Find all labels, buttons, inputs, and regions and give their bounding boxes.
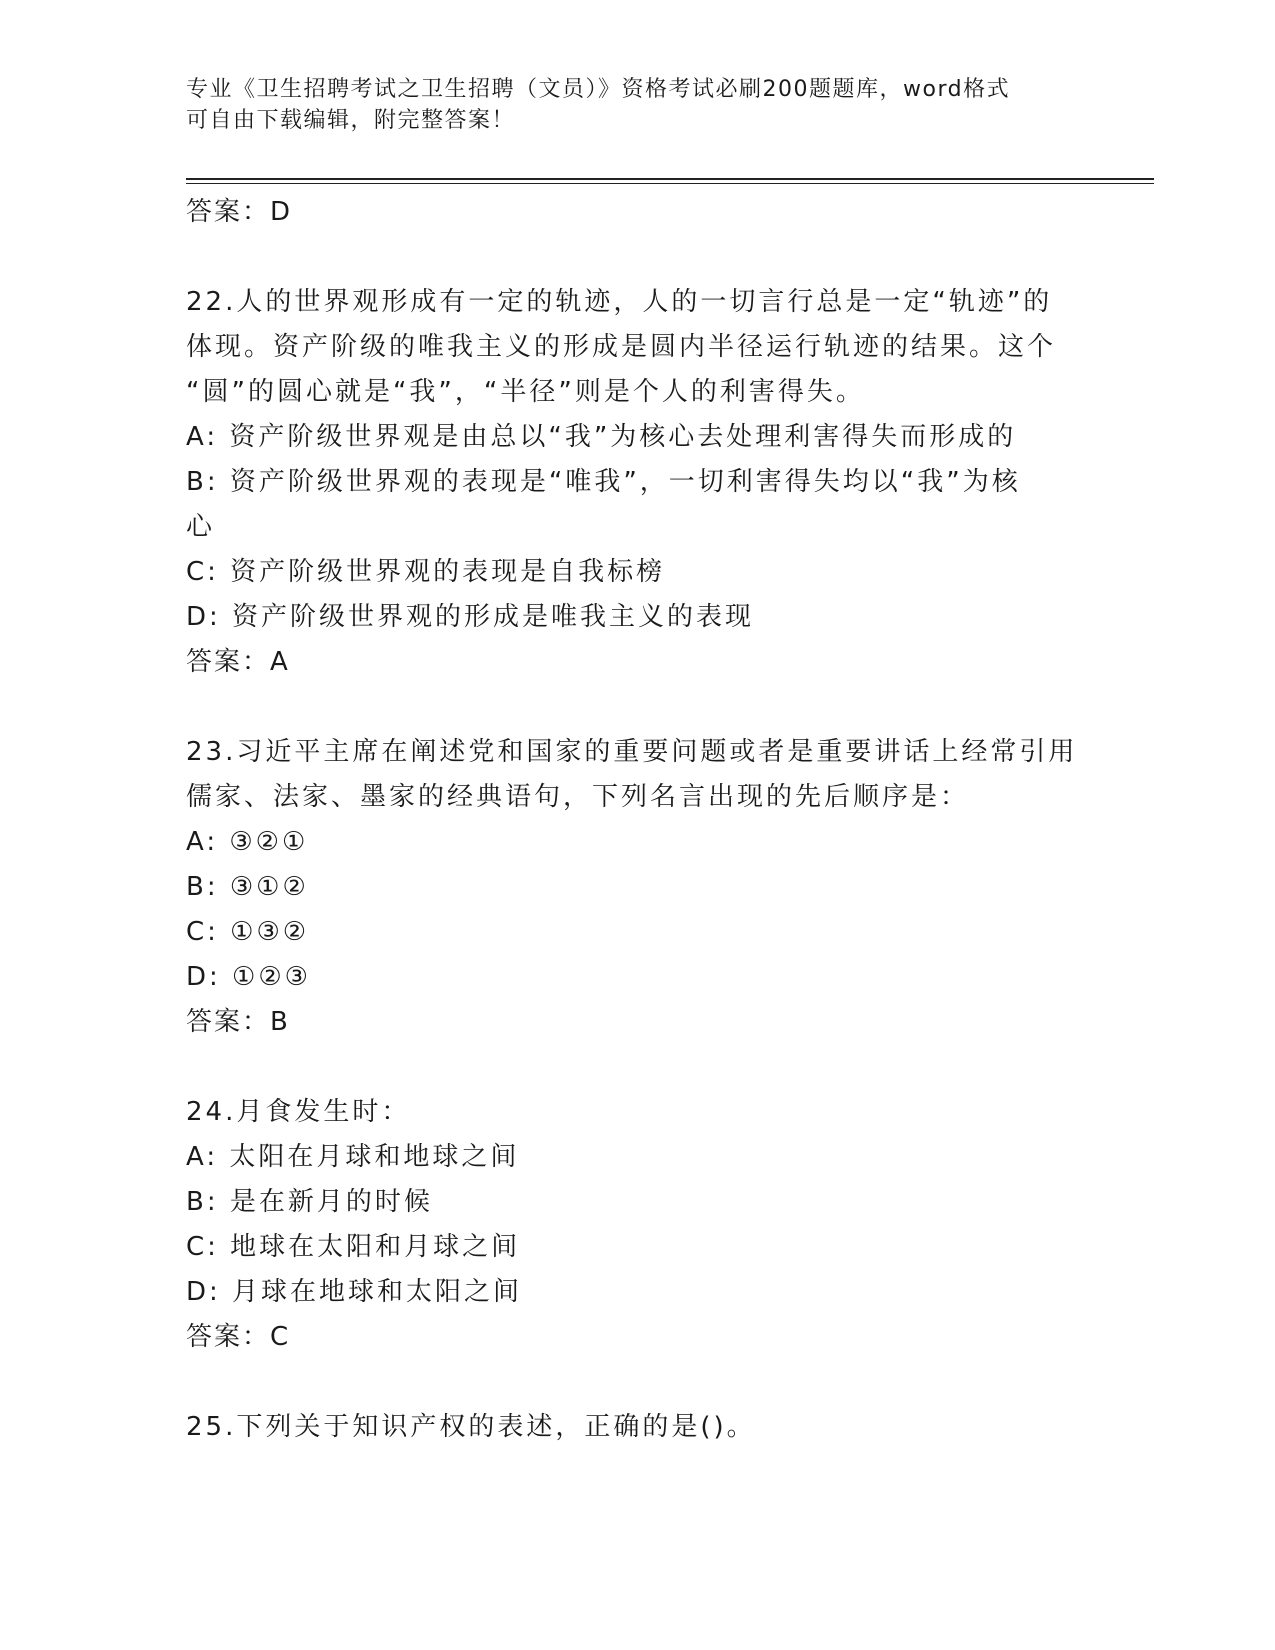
question-stem-line: 25.下列关于知识产权的表述，正确的是()。 [186,1412,756,1442]
header-line-2: 可自由下载编辑，附完整答案！ [186,108,516,133]
option-c: C: 地球在太阳和月球之间 [186,1232,521,1262]
option-b: B: 是在新月的时候 [186,1187,433,1217]
option-c: C: 资产阶级世界观的表现是自我标榜 [186,557,666,587]
answer: 答案：A [186,647,290,677]
document-body [186,190,1086,1450]
question-stem-line: 23.习近平主席在阐述党和国家的重要问题或者是重要讲话上经常引用 [186,737,1078,767]
question-23 [186,730,1086,1045]
question-stem-line: 体现。资产阶级的唯我主义的形成是圆内半径运行轨迹的结果。这个 [186,332,1057,362]
question-stem-line: “圆”的圆心就是“我”，“半径”则是个人的利害得失。 [186,377,865,407]
option-d: D: 月球在地球和太阳之间 [186,1277,523,1307]
option-d: D: 资产阶级世界观的形成是唯我主义的表现 [186,602,755,632]
option-b-continued: 心 [186,512,216,542]
option-d: D: ①②③ [186,962,311,992]
header-divider-thick [186,178,1154,180]
page-header [186,74,1086,136]
option-b: B: ③①② [186,872,309,902]
spacer [186,1045,1086,1090]
question-stem-line: 22.人的世界观形成有一定的轨迹，人的一切言行总是一定“轨迹”的 [186,287,1053,317]
question-24 [186,1090,1086,1360]
header-line-1: 专业《卫生招聘考试之卫生招聘（文员）》资格考试必刷200题题库，word格式 [186,77,1011,102]
question-stem-line: 儒家、法家、墨家的经典语句，下列名言出现的先后顺序是： [186,782,970,812]
answer: 答案：B [186,1007,290,1037]
option-a: A: 资产阶级世界观是由总以“我”为核心去处理利害得失而形成的 [186,422,1017,452]
option-a: A: 太阳在月球和地球之间 [186,1142,520,1172]
spacer [186,1360,1086,1405]
question-25 [186,1405,1086,1450]
previous-answer: 答案：D [186,197,293,227]
header-divider-thin [186,183,1154,184]
option-b: B: 资产阶级世界观的表现是“唯我”，一切利害得失均以“我”为核 [186,467,1021,497]
spacer [186,235,1086,280]
answer: 答案：C [186,1322,291,1352]
option-a: A: ③②① [186,827,309,857]
question-22 [186,280,1086,685]
option-c: C: ①③② [186,917,310,947]
question-stem-line: 24.月食发生时： [186,1097,411,1127]
spacer [186,685,1086,730]
